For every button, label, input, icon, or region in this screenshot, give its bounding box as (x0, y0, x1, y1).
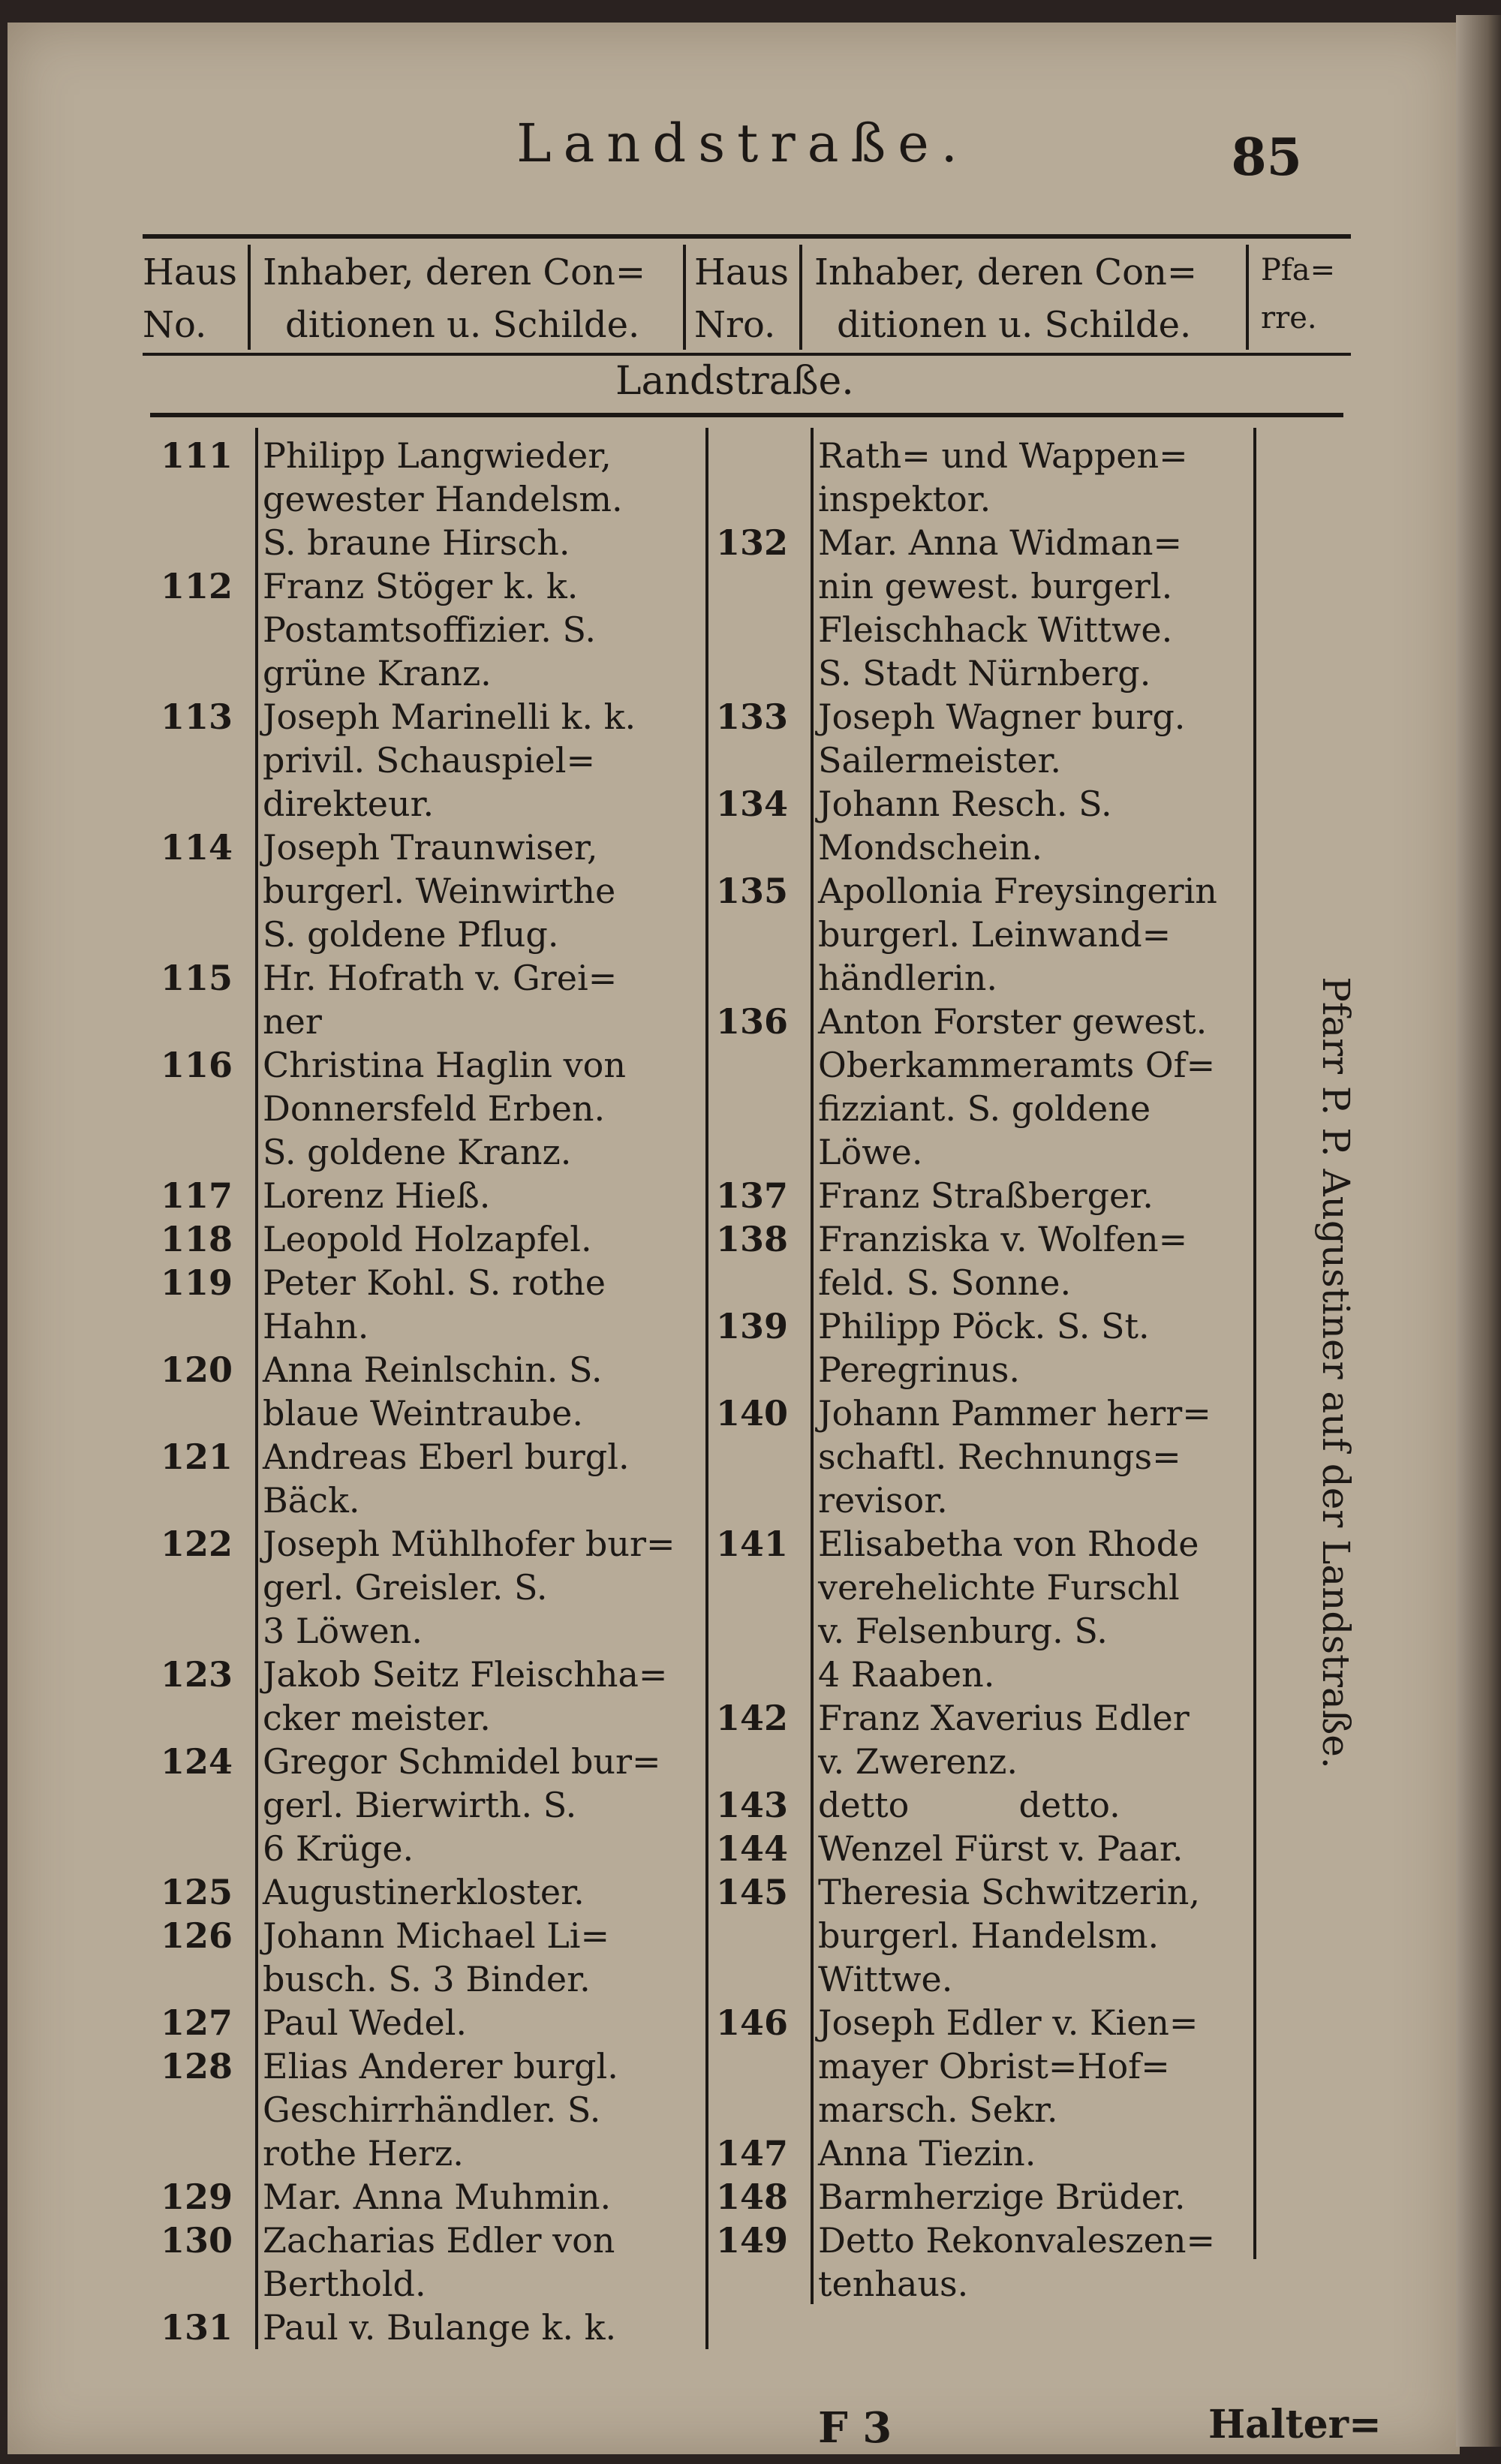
house-number: 149 (715, 2220, 788, 2261)
page (8, 23, 1460, 2454)
house-number: 140 (715, 1393, 788, 1434)
owner-text: Augustinerkloster. (263, 1872, 585, 1912)
owner-text: Anna Reinlschin. S. blaue Weintraube. (263, 1349, 603, 1434)
house-number: 135 (715, 871, 788, 911)
top-rule (143, 234, 1351, 239)
house-number: 131 (160, 2307, 233, 2348)
house-number: 113 (160, 696, 233, 737)
owner-text: Joseph Edler v. Kien= mayer Obrist=Hof= marsch. Sekr. (818, 2002, 1199, 2130)
house-number: 134 (715, 784, 788, 824)
owner-text: Joseph Wagner burg. Sailermeister. (818, 696, 1186, 781)
house-number: 144 (715, 1828, 788, 1869)
owner-text: Hr. Hofrath v. Grei= ner (263, 958, 618, 1042)
owner-text: Mar. Anna Muhmin. (263, 2177, 612, 2217)
house-number: 146 (715, 2002, 788, 2043)
column-header-house-no-2: Haus Nro. (694, 251, 790, 346)
owner-text: Leopold Holzapfel. (263, 1219, 592, 1259)
house-number: 117 (160, 1175, 233, 1216)
owner-text: Barmherzige Brüder. (818, 2177, 1186, 2217)
column-header-parish: Pfa= rre. (1261, 253, 1336, 335)
owner-text: Elias Anderer burgl. Geschirrhändler. S. rothe Herz. (263, 2046, 618, 2174)
owner-text: Joseph Mühlhofer bur= gerl. Greisler. S. 3 Löwen. (263, 1524, 675, 1651)
house-number: 128 (160, 2046, 233, 2086)
section-heading: Landstraße. (615, 359, 854, 404)
house-number: 145 (715, 1872, 788, 1912)
owner-text: Rath= und Wappen= inspektor. (818, 435, 1188, 519)
house-number: 139 (715, 1306, 788, 1346)
owner-text: detto detto. (818, 1785, 1120, 1825)
owner-text: Theresia Schwitzerin, burgerl. Handelsm. Wittwe. (818, 1872, 1200, 1999)
house-number: 116 (160, 1045, 233, 1085)
house-number: 119 (160, 1262, 233, 1303)
owner-text: Lorenz Hieß. (263, 1175, 491, 1216)
house-number: 112 (160, 566, 233, 606)
house-number: 137 (715, 1175, 788, 1216)
left-number-divider (255, 428, 258, 2349)
owner-text: Christina Haglin von Donnersfeld Erben. S. goldene Kranz. (263, 1045, 626, 1172)
owner-text: Franziska v. Wolfen= feld. S. Sonne. (818, 1219, 1188, 1303)
house-number: 127 (160, 2002, 233, 2043)
owner-text: Apollonia Freysingerin burgerl. Leinwand= händlerin. (818, 871, 1217, 998)
house-number: 132 (715, 522, 788, 563)
house-number: 141 (715, 1524, 788, 1564)
book-gutter (1456, 15, 1501, 2447)
owner-text: Jakob Seitz Fleischha= cker meister. (263, 1654, 668, 1738)
owner-text: Elisabetha von Rhode verehelichte Furschl v. Felsenburg. S. 4 Raaben. (818, 1524, 1199, 1695)
house-number: 147 (715, 2133, 788, 2174)
house-number: 124 (160, 1741, 233, 1782)
owner-text: Paul v. Bulange k. k. (263, 2307, 617, 2348)
house-number: 136 (715, 1001, 788, 1042)
house-number: 129 (160, 2177, 233, 2217)
owner-text: Detto Rekonvaleszen= tenhaus. (818, 2220, 1216, 2304)
owner-text: Anna Tiezin. (818, 2133, 1036, 2174)
house-number: 121 (160, 1437, 233, 1477)
house-number: 123 (160, 1654, 233, 1695)
side-label: Pfarr P. P. Augustiner auf der Landstraße. (1314, 976, 1358, 1769)
owner-text: Anton Forster gewest. Oberkammeramts Of= fizziant. S. goldene Löwe. (818, 1001, 1216, 1172)
owner-text: Franz Stöger k. k. Postamtsoffizier. S. grüne Kranz. (263, 566, 596, 693)
house-number: 118 (160, 1219, 233, 1259)
page-title: Landstraße. (516, 113, 970, 174)
house-number: 115 (160, 958, 233, 998)
owner-text: Johann Resch. S. Mondschein. (818, 784, 1112, 868)
owner-text: Wenzel Fürst v. Paar. (818, 1828, 1184, 1869)
house-number: 120 (160, 1349, 233, 1390)
house-number: 126 (160, 1915, 233, 1956)
owner-text: Joseph Marinelli k. k. privil. Schauspiel= direkteur. (263, 696, 636, 824)
house-number: 111 (160, 435, 233, 476)
owner-text: Franz Straßberger. (818, 1175, 1154, 1216)
section-rule (150, 413, 1343, 417)
owner-text: Peter Kohl. S. rothe Hahn. (263, 1262, 606, 1346)
house-number: 122 (160, 1524, 233, 1564)
header-rule (143, 353, 1351, 356)
owner-text: Paul Wedel. (263, 2002, 468, 2043)
owner-text: Philipp Pöck. S. St. Peregrinus. (818, 1306, 1150, 1390)
house-number: 142 (715, 1698, 788, 1738)
house-number: 114 (160, 827, 233, 868)
right-border (1253, 428, 1256, 2259)
right-number-divider (811, 428, 814, 2304)
catchword: Halter= (1208, 2402, 1382, 2447)
house-number: 138 (715, 1219, 788, 1259)
column-header-house-no: Haus No. (143, 251, 238, 346)
house-number: 130 (160, 2220, 233, 2261)
owner-text: Mar. Anna Widman= nin gewest. burgerl. Fleischhack Wittwe. S. Stadt Nürnberg. (818, 522, 1183, 693)
house-number: 133 (715, 696, 788, 737)
owner-text: Andreas Eberl burgl. Bäck. (263, 1437, 630, 1521)
signature-mark: F 3 (818, 2403, 892, 2453)
owner-text: Johann Pammer herr= schaftl. Rechnungs= revisor. (818, 1393, 1211, 1521)
owner-text: Johann Michael Li= busch. S. 3 Binder. (263, 1915, 610, 1999)
owner-text: Franz Xaverius Edler v. Zwerenz. (818, 1698, 1190, 1782)
page-number: 85 (1231, 128, 1302, 188)
owner-text: Gregor Schmidel bur= gerl. Bierwirth. S. 6 Krüge. (263, 1741, 661, 1869)
column-header-owner: Inhaber, deren Con= ditionen u. Schilde. (263, 251, 646, 346)
owner-text: Zacharias Edler von Berthold. (263, 2220, 615, 2304)
house-number: 125 (160, 1872, 233, 1912)
column-header-owner-2: Inhaber, deren Con= ditionen u. Schilde. (814, 251, 1198, 346)
house-number: 148 (715, 2177, 788, 2217)
owner-text: Philipp Langwieder, gewester Handelsm. S. braune Hirsch. (263, 435, 623, 563)
owner-text: Joseph Traunwiser, burgerl. Weinwirthe S. goldene Pflug. (263, 827, 616, 955)
house-number: 143 (715, 1785, 788, 1825)
